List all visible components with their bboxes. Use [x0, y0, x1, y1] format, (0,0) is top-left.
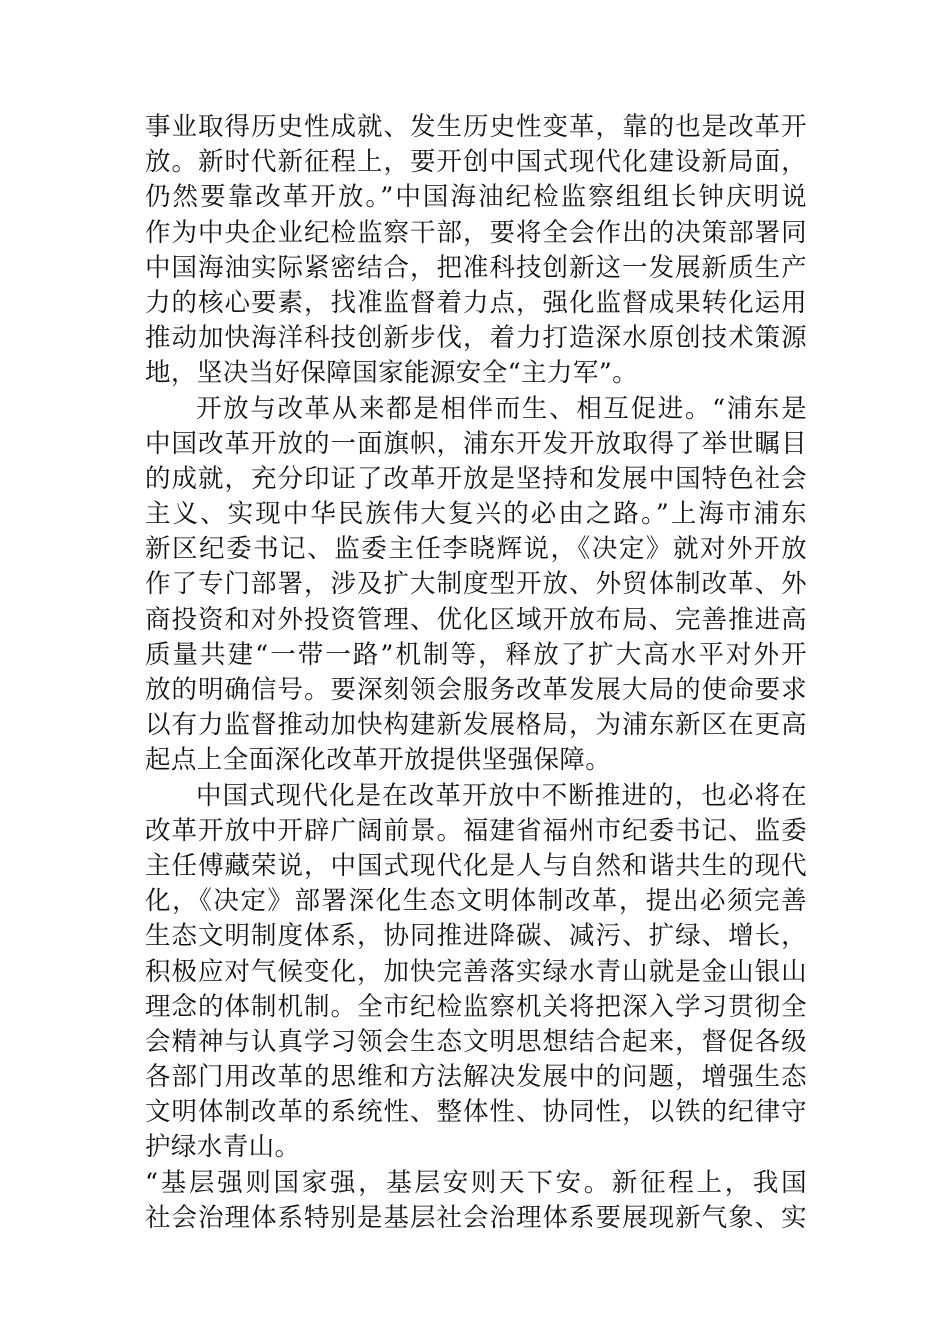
- text-line: 护绿水青山。: [145, 1132, 301, 1163]
- text-line: 事业取得历史性成就、发生历史性变革，靠的也是改革开: [145, 112, 807, 142]
- text-line: 新区纪委书记、监委主任李晓辉说，《决定》就对外开放: [145, 534, 807, 565]
- paragraph-first-line: 开放与改革从来都是相伴而生、相互促进。“浦东是: [196, 393, 807, 424]
- text-line: 各部门用改革的思维和方法解决发展中的问题，增强生态: [145, 1062, 807, 1093]
- text-line: 推动加快海洋科技创新步伐，着力打造深水原创技术策源: [145, 323, 807, 354]
- text-line: 起点上全面深化改革开放提供坚强保障。: [145, 745, 612, 776]
- text-line: 社会治理体系特别是基层社会治理体系要展现新气象、实: [145, 1202, 807, 1233]
- text-line: 作了专门部署，涉及扩大制度型开放、外贸体制改革、外: [145, 569, 807, 600]
- text-line: 主任傅藏荣说，中国式现代化是人与自然和谐共生的现代: [145, 850, 807, 881]
- text-line: 中国改革开放的一面旗帜，浦东开发开放取得了举世瞩目: [145, 428, 807, 459]
- text-line: 中国海油实际紧密结合，把准科技创新这一发展新质生产: [145, 252, 807, 283]
- text-line: 生态文明制度体系，协同推进降碳、减污、扩绿、增长，: [145, 921, 807, 952]
- text-line: 文明体制改革的系统性、整体性、协同性，以铁的纪律守: [145, 1097, 807, 1128]
- text-line: 会精神与认真学习领会生态文明思想结合起来，督促各级: [145, 1026, 807, 1057]
- text-line: 仍然要靠改革开放。”中国海油纪检监察组组长钟庆明说: [145, 182, 807, 213]
- text-line: 积极应对气候变化，加快完善落实绿水青山就是金山银山: [145, 956, 807, 987]
- text-line: 力的核心要素，找准监督着力点，强化监督成果转化运用: [145, 287, 807, 318]
- text-line: 质量共建“一带一路”机制等，释放了扩大高水平对外开: [145, 639, 807, 670]
- text-line: 的成就，充分印证了改革开放是坚持和发展中国特色社会: [145, 463, 807, 494]
- text-line: 放的明确信号。要深刻领会服务改革发展大局的使命要求: [145, 675, 807, 705]
- text-line: 以有力监督推动加快构建新发展格局，为浦东新区在更高: [145, 710, 807, 741]
- text-line: 改革开放中开辟广阔前景。福建省福州市纪委书记、监委: [145, 815, 807, 846]
- text-line: 放。新时代新征程上，要开创中国式现代化建设新局面，: [145, 147, 807, 178]
- text-line: 商投资和对外投资管理、优化区域开放布局、完善推进高: [145, 604, 807, 635]
- text-line: 理念的体制机制。全市纪检监察机关将把深入学习贯彻全: [145, 991, 807, 1022]
- text-line: 主义、实现中华民族伟大复兴的必由之路。”上海市浦东: [145, 499, 807, 530]
- paragraph-first-line: “基层强则国家强，基层安则天下安。新征程上，我国: [145, 1167, 807, 1198]
- text-line: 地，坚决当好保障国家能源安全“主力军”。: [145, 358, 639, 389]
- paragraph-first-line: 中国式现代化是在改革开放中不断推进的，也必将在: [196, 780, 807, 811]
- text-line: 作为中央企业纪检监察干部，要将全会作出的决策部署同: [145, 217, 807, 248]
- text-line: 化，《决定》部署深化生态文明体制改革，提出必须完善: [145, 886, 807, 917]
- document-body: [145, 110, 807, 1236]
